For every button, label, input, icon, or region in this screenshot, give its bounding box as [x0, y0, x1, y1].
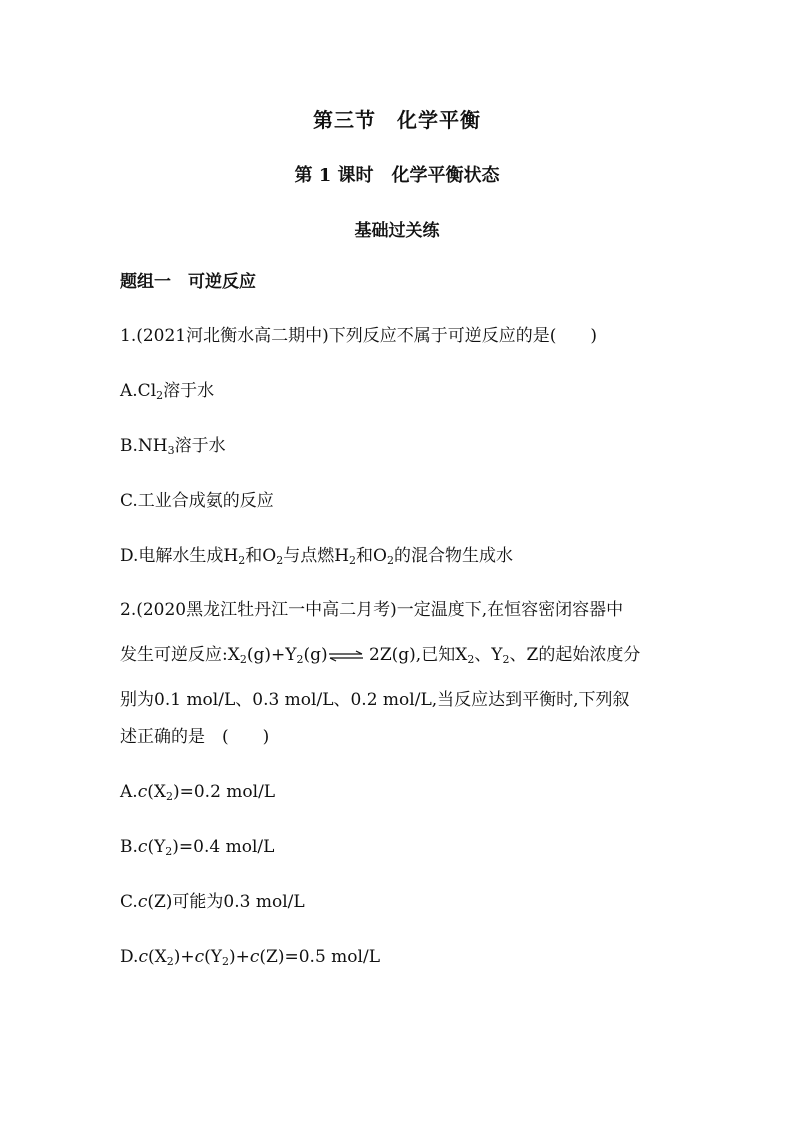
option-text: )=0.4 mol/L	[172, 837, 275, 857]
subscript: 2	[349, 554, 357, 567]
subscript: 2	[276, 554, 284, 567]
option-text: (Z)=0.5 mol/L	[259, 947, 380, 967]
question-2-option-d[interactable]	[120, 947, 680, 972]
stem-text: (g)+Y	[246, 645, 297, 665]
option-text: C.	[120, 892, 138, 912]
subscript: 2	[239, 653, 247, 666]
option-text: 的混合物生成水	[393, 546, 513, 566]
option-text: (Y	[147, 837, 166, 857]
option-text: 和O	[245, 546, 277, 566]
option-text: (Y	[204, 947, 222, 967]
option-text: (X	[147, 947, 167, 967]
subscript: 2	[166, 955, 174, 968]
option-text: B.	[120, 837, 138, 857]
subscript: 2	[156, 389, 164, 402]
question-2-option-c[interactable]	[120, 892, 680, 912]
question-1-option-d[interactable]	[120, 546, 680, 571]
stem-text: 、Z的起始浓度分	[509, 645, 641, 665]
option-text: A.Cl	[120, 381, 157, 401]
concentration-symbol: c	[194, 947, 205, 967]
question-2-option-b[interactable]	[120, 837, 680, 862]
subscript: 2	[165, 790, 173, 803]
concentration-symbol: c	[249, 947, 260, 967]
option-text: D.	[120, 947, 139, 967]
subscript: 2	[386, 554, 394, 567]
stem-text: 2Z(g),已知X	[363, 645, 468, 665]
question-2-option-a[interactable]	[120, 782, 680, 807]
stem-text: 、Y	[474, 645, 503, 665]
option-text: D.电解水生成H	[120, 546, 239, 566]
question-2-stem-line-3: 别为0.1 mol/L、0.3 mol/L、0.2 mol/L,当反应达到平衡时,下列叙	[120, 690, 630, 710]
concentration-symbol: c	[137, 837, 148, 857]
stem-text: (g)	[303, 645, 328, 665]
subscript: 2	[222, 955, 229, 968]
question-1-option-b[interactable]	[120, 436, 680, 461]
question-2-stem-line-2	[120, 645, 680, 670]
concentration-symbol: c	[137, 892, 148, 912]
subscript: 2	[238, 554, 246, 567]
question-1-option-c[interactable]: C.工业合成氨的反应	[120, 491, 274, 511]
subscript: 2	[467, 653, 475, 666]
option-text: 溶于水	[163, 381, 215, 401]
concentration-symbol: c	[138, 947, 148, 967]
option-text: (Z)可能为0.3 mol/L	[147, 892, 305, 912]
subscript: 3	[167, 444, 175, 457]
page-title: 第三节 化学平衡	[313, 108, 481, 132]
subscript: 2	[296, 653, 304, 666]
option-text: 和O	[356, 546, 387, 566]
question-2-stem-line-1: 2.(2020黑龙江牡丹江一中高二月考)一定温度下,在恒容密闭容器中	[120, 600, 624, 620]
option-text: )+	[229, 947, 250, 967]
option-text: )=0.2 mol/L	[172, 782, 276, 802]
stem-text: 发生可逆反应:X	[120, 645, 240, 665]
lesson-subtitle: 第 1 课时 化学平衡状态	[294, 165, 500, 186]
equilibrium-arrow-icon	[328, 650, 364, 662]
option-text: 与点燃H	[283, 546, 350, 566]
question-1-option-a[interactable]	[120, 381, 680, 406]
subscript: 2	[502, 653, 510, 666]
option-text: B.NH	[120, 436, 168, 456]
option-text: A.	[120, 782, 138, 802]
concentration-symbol: c	[137, 782, 148, 802]
question-group-heading: 题组一 可逆反应	[120, 272, 256, 292]
option-text: 溶于水	[174, 436, 226, 456]
option-text: )+	[173, 947, 195, 967]
section-heading: 基础过关练	[354, 221, 440, 241]
option-text: (X	[147, 782, 166, 802]
question-1-stem: 1.(2021河北衡水高二期中)下列反应不属于可逆反应的是( )	[120, 326, 598, 346]
subscript: 2	[165, 845, 173, 858]
question-2-stem-line-4: 述正确的是 ( )	[120, 727, 270, 747]
